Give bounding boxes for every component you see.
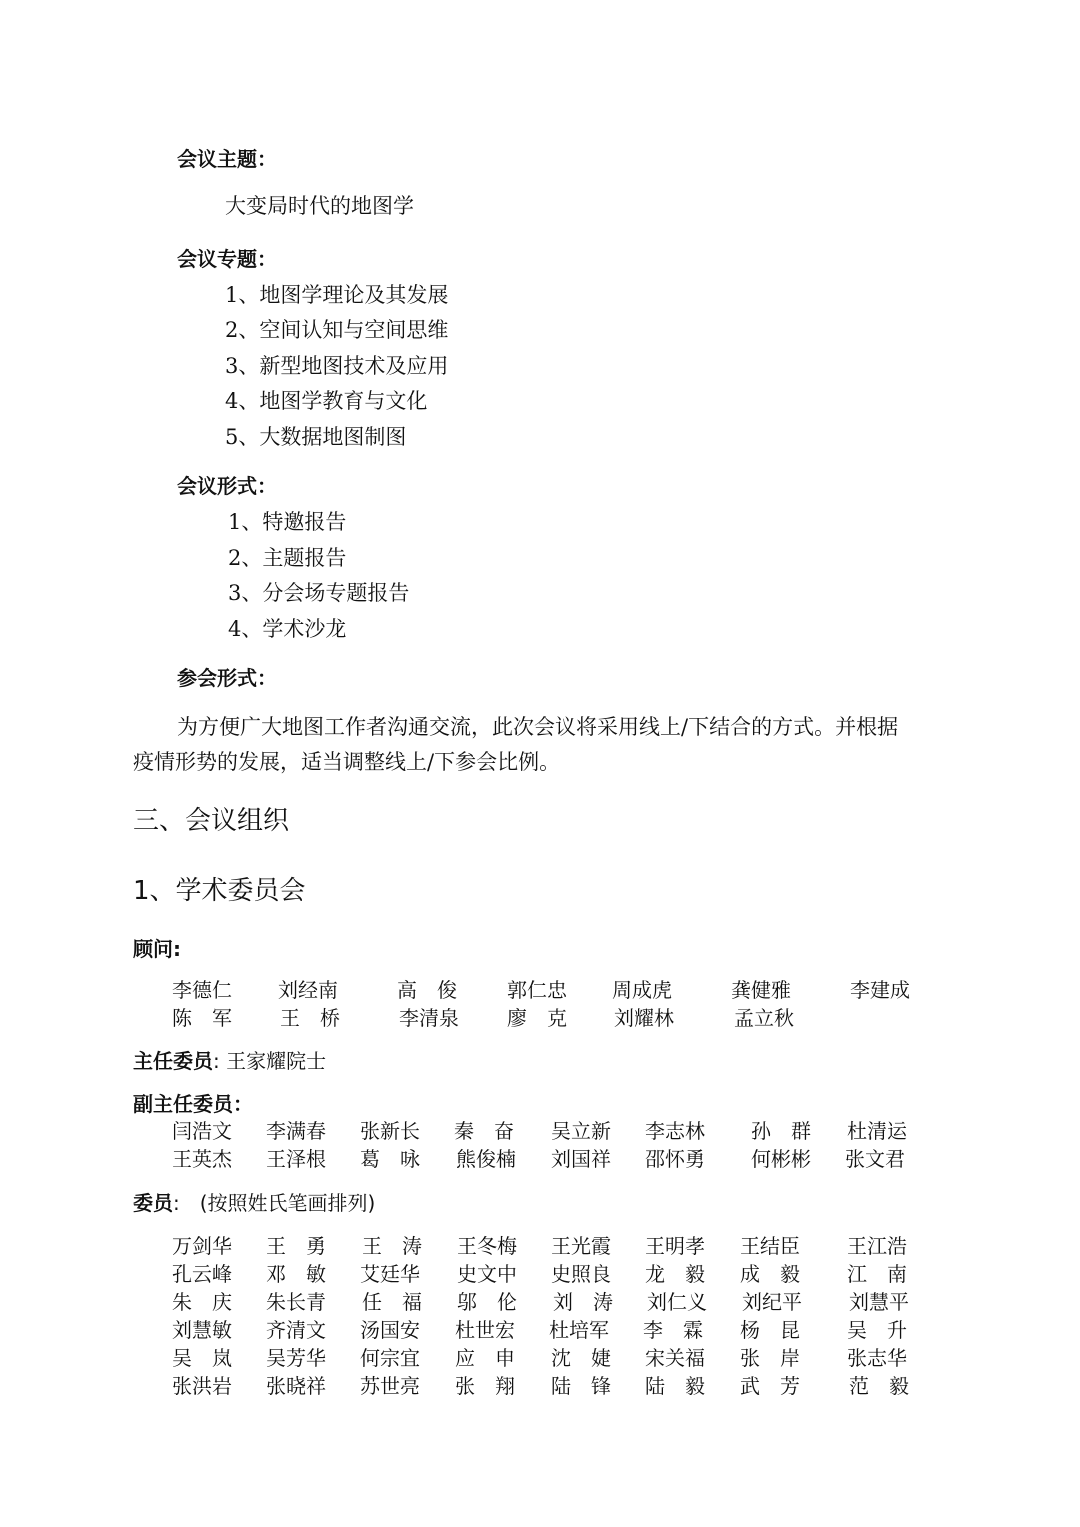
member-name: 朱 庆 [172, 1290, 232, 1314]
member-name: 武 芳 [740, 1374, 800, 1398]
topic-item: 2、空间认知与空间思维 [225, 318, 449, 342]
vice-director-name: 王泽根 [266, 1147, 326, 1171]
member-name: 刘慧敏 [172, 1318, 232, 1342]
member-name: 应 申 [455, 1346, 515, 1370]
vice-director-name: 葛 咏 [360, 1147, 420, 1171]
advisor-name: 陈 军 [172, 1006, 232, 1030]
member-name: 李 霖 [643, 1318, 703, 1342]
member-name: 陆 毅 [645, 1374, 705, 1398]
member-name: 陆 锋 [551, 1374, 611, 1398]
member-name: 王 涛 [362, 1234, 422, 1258]
topics-heading: 会议专题： [177, 247, 277, 271]
members-note: : (按照姓氏笔画排列) [173, 1191, 376, 1215]
member-name: 张晓祥 [266, 1374, 326, 1398]
vice-director-name: 王英杰 [172, 1147, 232, 1171]
member-name: 张洪岩 [172, 1374, 232, 1398]
format-item: 4、学术沙龙 [228, 617, 347, 641]
member-name: 王结臣 [740, 1234, 800, 1258]
advisor-name: 孟立秋 [734, 1006, 794, 1030]
vice-director-name: 张新长 [360, 1119, 420, 1143]
member-name: 艾廷华 [360, 1262, 420, 1286]
theme-text: 大变局时代的地图学 [225, 194, 414, 218]
member-name: 刘 涛 [553, 1290, 613, 1314]
director-line [133, 1045, 326, 1074]
participation-heading: 参会形式： [177, 666, 277, 690]
vice-director-name: 李满春 [266, 1119, 326, 1143]
member-name: 史文中 [457, 1262, 517, 1286]
vice-director-name: 李志林 [645, 1119, 705, 1143]
advisor-name: 李德仁 [172, 978, 232, 1002]
member-name: 任 福 [362, 1290, 422, 1314]
advisor-name: 郭仁忠 [507, 978, 567, 1002]
director-label: 主任委员 [133, 1049, 213, 1073]
format-heading: 会议形式： [177, 474, 277, 498]
member-name: 张志华 [847, 1346, 907, 1370]
member-name: 何宗宜 [360, 1346, 420, 1370]
member-name: 王 勇 [266, 1234, 326, 1258]
participation-paragraph-line1: 为方便广大地图工作者沟通交流，此次会议将采用线上/下结合的方式。并根据 [177, 715, 899, 739]
format-item: 2、主题报告 [228, 546, 347, 570]
advisor-name: 李清泉 [399, 1006, 459, 1030]
advisor-name: 李建成 [850, 978, 910, 1002]
vice-director-name: 刘国祥 [551, 1147, 611, 1171]
member-name: 杜世宏 [455, 1318, 515, 1342]
advisor-name: 高 俊 [397, 978, 457, 1002]
advisor-name: 刘耀林 [614, 1006, 674, 1030]
member-name: 龙 毅 [645, 1262, 705, 1286]
advisor-name: 王 桥 [280, 1006, 340, 1030]
member-name: 齐清文 [266, 1318, 326, 1342]
topic-item: 5、大数据地图制图 [225, 425, 407, 449]
format-item: 3、分会场专题报告 [228, 581, 410, 605]
member-name: 吴 岚 [172, 1346, 232, 1370]
vice-directors-label: 副主任委员： [133, 1092, 253, 1116]
vice-director-name: 杜清运 [847, 1119, 907, 1143]
member-name: 万剑华 [172, 1234, 232, 1258]
member-name: 杨 昆 [740, 1318, 800, 1342]
member-name: 刘纪平 [742, 1290, 802, 1314]
director-colon: : [213, 1049, 227, 1073]
member-name: 张 翔 [455, 1374, 515, 1398]
member-name: 吴芳华 [266, 1346, 326, 1370]
topic-item: 3、新型地图技术及应用 [225, 354, 449, 378]
member-name: 孔云峰 [172, 1262, 232, 1286]
member-name: 宋关福 [645, 1346, 705, 1370]
member-name: 吴 升 [847, 1318, 907, 1342]
member-name: 刘仁义 [647, 1290, 707, 1314]
advisor-name: 刘经南 [278, 978, 338, 1002]
member-name: 王江浩 [847, 1234, 907, 1258]
member-name: 范 毅 [849, 1374, 909, 1398]
section-title: 三、会议组织 [133, 806, 290, 836]
member-name: 苏世亮 [360, 1374, 420, 1398]
member-name: 张 岸 [740, 1346, 800, 1370]
participation-paragraph-line2: 疫情形势的发展，适当调整线上/下参会比例。 [133, 750, 561, 774]
vice-director-name: 邵怀勇 [645, 1147, 705, 1171]
member-name: 王光霞 [551, 1234, 611, 1258]
member-name: 杜培军 [549, 1318, 609, 1342]
member-name: 王冬梅 [457, 1234, 517, 1258]
members-label: 委员 [133, 1191, 173, 1215]
advisor-name: 龚健雅 [731, 978, 791, 1002]
topic-item: 4、地图学教育与文化 [225, 389, 428, 413]
members-line [133, 1187, 375, 1216]
member-name: 刘慧平 [849, 1290, 909, 1314]
theme-heading: 会议主题： [177, 147, 277, 171]
topic-item: 1、地图学理论及其发展 [225, 283, 449, 307]
vice-director-name: 闫浩文 [172, 1119, 232, 1143]
member-name: 王明孝 [645, 1234, 705, 1258]
vice-director-name: 张文君 [845, 1147, 905, 1171]
vice-director-name: 秦 奋 [454, 1119, 514, 1143]
vice-director-name: 吴立新 [551, 1119, 611, 1143]
subsection-title: 1、学术委员会 [133, 876, 306, 906]
advisor-name: 周成虎 [612, 978, 672, 1002]
vice-director-name: 孙 群 [751, 1119, 811, 1143]
vice-director-name: 何彬彬 [751, 1147, 811, 1171]
member-name: 朱长青 [266, 1290, 326, 1314]
director-name: 王家耀院士 [226, 1049, 327, 1073]
member-name: 邓 敏 [266, 1262, 326, 1286]
vice-director-name: 熊俊楠 [456, 1147, 516, 1171]
advisor-name: 廖 克 [507, 1006, 567, 1030]
member-name: 江 南 [847, 1262, 907, 1286]
format-item: 1、特邀报告 [228, 510, 347, 534]
advisors-label: 顾问: [133, 937, 181, 961]
member-name: 成 毅 [740, 1262, 800, 1286]
member-name: 汤国安 [360, 1318, 420, 1342]
member-name: 史照良 [551, 1262, 611, 1286]
member-name: 沈 婕 [551, 1346, 611, 1370]
member-name: 邬 伦 [457, 1290, 517, 1314]
